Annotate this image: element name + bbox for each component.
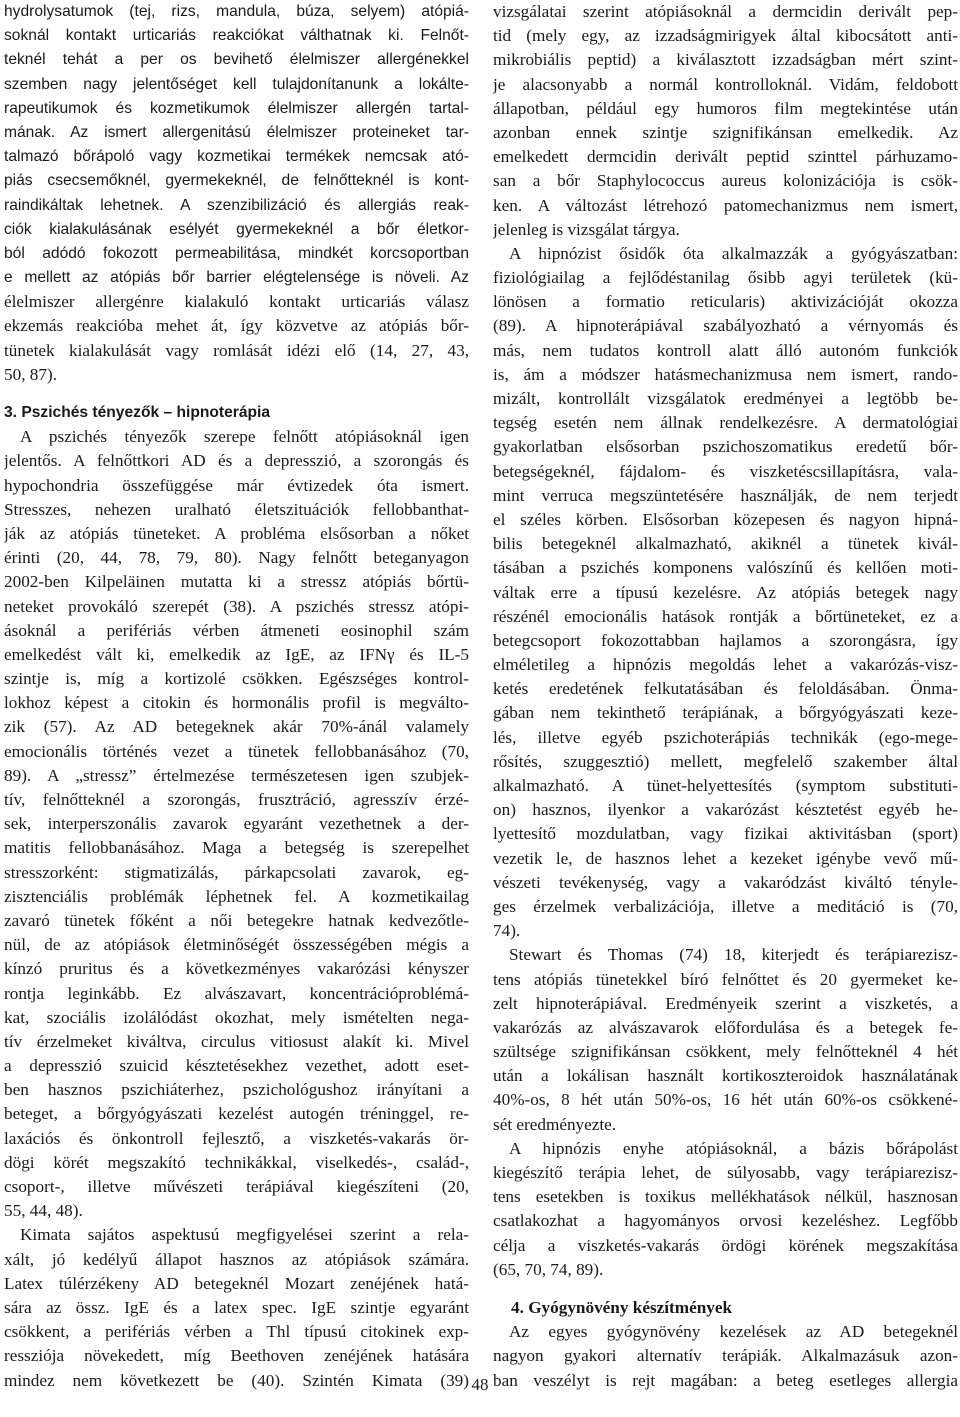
text-line: mikrobiális peptid) a kiválasztott izzadságban mért szint-: [493, 50, 958, 70]
text-line: vizsgálatai szerint atópiásoknál a dermcidin derivált pep-: [493, 2, 958, 21]
text-line: Kimata sajátos aspektusú megfigyelései szerint a rela-: [20, 1225, 469, 1245]
text-line: ban veszélyt is rejt magában: a beteg esetleges allergia: [493, 1370, 958, 1390]
text-line: je alacsonyabb a normál kontrolloknál. Vidám, feldobott: [493, 74, 958, 94]
text-line: raindikáltak lehetnek. A szenzibilizáció és allergiás reak-: [4, 196, 469, 214]
text-line: érinti (20, 44, 78, 79, 80). Nagy felnőtt beteganyagon: [4, 548, 469, 568]
text-line: betegségeknél, fájdalom- és viszketéscsillapításra, vala-: [493, 461, 958, 481]
section-heading: 3. Pszichés tényezők – hipnoterápia: [4, 404, 271, 421]
text-line: a depresszió szuicid késztetésekhez vezethet, adott eset-: [4, 1056, 469, 1076]
section-heading: 4. Gyógynövény készítmények: [511, 1297, 733, 1317]
text-line: betegcsoport fokozottabban hajlamos a szorongásra, így: [493, 630, 958, 650]
text-line: csökkent, a perifériás vérben a Thl típusú citokinek exp-: [4, 1322, 469, 1342]
text-line: lés, illetve egyéb pszichoterápiás technikák (ego-mege-: [493, 727, 958, 747]
text-line: Latex túlérzékeny AD betegeknél Mozart zenéjének hatá-: [4, 1273, 469, 1293]
text-line: zelt hipnoterápiával. Eredményeik szerint a viszketés, a: [493, 993, 958, 1013]
text-line: nagyon gyakori alternatív terápiák. Alkalmazásuk azon-: [493, 1346, 958, 1366]
section-gap: [4, 387, 469, 401]
text-line: gyakorlatban elsősorban pszichoszomatikus eredetű bőr-: [493, 437, 958, 457]
text-line: e mellett az atópiás bőr barrier elégtelensége is növeli. Az: [4, 269, 469, 287]
text-line: ben hasznos pszichiáterhez, pszichológushoz irányítani a: [4, 1080, 469, 1100]
text-line: hypochondria összefüggése már évtizedek óta ismert.: [4, 475, 469, 495]
text-line: fiziológiailag a fejlődéstanilag ősibb agyi területek (kü-: [493, 268, 958, 288]
text-line: ketés eredetének felkutatásában és feloldásában. Önma-: [493, 679, 958, 699]
text-line: tid (mely egy, az izzadságmirigyek által kibocsátott anti-: [493, 26, 958, 46]
text-line: tív, felnőtteknél a szorongás, frusztráció, agresszív érzé-: [4, 790, 469, 809]
left-column: [4, 0, 469, 1393]
text-line: zisztenciális problémák léphetnek fel. A kozmetikailag: [4, 886, 469, 906]
text-line: elméletileg a hipnózis megoldás lehet a vakarózás-visz-: [493, 655, 958, 675]
text-line: A hipnózist ősidők óta alkalmazzák a gyógyászatban:: [509, 243, 958, 263]
text-line: mindez nem következett be (40). Szintén Kimata (39): [4, 1370, 469, 1390]
text-line: mának. Az ismert allergenitású élelmiszer proteineket tar-: [4, 123, 469, 141]
text-line: (65, 70, 74, 89).: [493, 1259, 604, 1279]
text-line: laxációs és önkontroll fejlesztő, a viszketés-vakarás ör-: [4, 1128, 469, 1148]
text-line: élelmiszer allergénre kialakuló kontakt urticariás válasz: [4, 292, 469, 312]
text-line: nül, de az atópiások életminőségét összességében mégis a: [4, 935, 469, 955]
text-line: lönösen a formatio reticularis) aktivizációját okozza: [493, 292, 958, 312]
text-line: sét eredményezte.: [493, 1114, 617, 1134]
text-line: állapotban, például egy humoros film megtekintése után: [493, 98, 958, 118]
text-line: váltak erre a típusú kezelésre. Az atópiás betegek nagy: [493, 582, 958, 602]
text-line: xált, jó kedélyű állapot hasznos az atópiások számára.: [4, 1249, 469, 1269]
page-number: 48: [471, 1375, 489, 1394]
text-line: csoport-, illetve művészeti terápiával kiegészíteni (20,: [4, 1177, 469, 1196]
text-line: 74).: [493, 921, 521, 941]
text-line: szemben nagy jelentőséget kell tulajdonítanunk a lokálte-: [4, 75, 469, 93]
text-line: emelkedést vált ki, emelkedik az IgE, az IFNγ és IL-5: [4, 644, 469, 664]
text-line: (89). A hipnoterápiával szabályozható a vérnyomás és: [493, 316, 958, 336]
text-line: emelkedett dermcidin derivált peptid szinttel párhuzamo-: [493, 147, 958, 167]
text-line: A pszichés tényezők szerepe felnőtt atópiásoknál igen: [20, 427, 469, 447]
text-line: rapeutikumok és kozmetikumok élelmiszer allergén tartal-: [4, 99, 469, 117]
text-line: rontja leginkább. Ez alvászavart, koncentrációproblémá-: [4, 983, 469, 1003]
text-line: szintje is, míg a kortizolé csökken. Egészséges kontrol-: [4, 669, 469, 689]
text-line: beteget, a bőrgyógyászati kezelést autogén tréninggel, re-: [4, 1104, 469, 1124]
text-line: neteket provokáló szerepét (38). A pszichés stressz atópi-: [4, 596, 469, 616]
text-line: tens atópiás tünetekkel bíró felnőttet és 20 gyermeket ke-: [493, 969, 958, 989]
text-line: is, ám a módszer hatásmechanizmusa nem ismert, rando-: [493, 364, 958, 384]
text-line: zik (57). Az AD betegeknek akár 70%-ánál valamely: [4, 717, 469, 737]
text-line: jelentős. A felnőttkori AD és a depresszió, a szorongás és: [4, 451, 469, 471]
text-line: dögi körét megszakító technikákkal, viselkedés-, család-,: [4, 1152, 469, 1172]
text-line: talmazó bőrápoló vagy kozmetikai termékek nemcsak ató-: [4, 148, 469, 166]
text-line: más, nem tudatos kontroll alatt álló autonóm funkciók: [493, 340, 958, 360]
text-line: kínzó pruritus és a következményes vakarózási kényszer: [4, 959, 469, 979]
text-line: ásoknál a perifériás vérben átmeneti eosinophil szám: [4, 620, 469, 640]
text-line: tegség esetén nem állnak rendelkezésre. A dermatológiai: [493, 413, 958, 433]
text-line: A hipnózis enyhe atópiásoknál, a bázis bőrápolást: [509, 1138, 958, 1158]
text-line: tásában a pszichés komponens valószínű és kellően moti-: [493, 558, 958, 578]
text-line: szültsége szignifikánsan csökkent, mely felnőtteknél 4 hét: [493, 1042, 958, 1062]
text-line: után a lokálisan használt kortikoszteroidok használatának: [493, 1066, 958, 1086]
text-line: ressziója növekedett, míg Beethoven zenéjének hatására: [4, 1346, 469, 1366]
text-line: alkalmazható. A tünet-helyettesítés (symptom substituti-: [493, 776, 958, 795]
text-line: emocionális történés vezet a tünetek fellobbanásához (70,: [4, 741, 469, 761]
text-line: sek, interperszonális zavarok egyaránt vezethetnek a der-: [4, 814, 469, 834]
text-line: mint verruca megszüntetésére használják, de nem terjedt: [493, 485, 958, 505]
text-line: rősítés, szuggesztió) mellett, megfelelő szakember által: [493, 751, 958, 771]
text-line: Stresszes, nehezen uralható életszituációk fellobbanthat-: [4, 499, 469, 519]
text-line: gában nem tekinthető terápiának, a bőrgyógyászati keze-: [493, 703, 958, 723]
text-line: stresszorként: stigmatizálás, párkapcsolati zavarok, eg-: [4, 862, 469, 882]
text-line: tens esetekben is toxikus mellékhatások nélkül, hasznosan: [493, 1187, 958, 1207]
text-line: ekzemás reakcióba mehet át, így közvetve az atópiás bőr-: [4, 316, 469, 336]
text-line: zavaró tünetek főként a női betegekre hatnak kedvezőtle-: [4, 910, 469, 930]
text-line: célja a viszketés-vakarás ördögi körének megszakítása: [493, 1235, 958, 1255]
text-line: csatlakozhat a hagyományos orvosi kezeléshez. Legfőbb: [493, 1211, 958, 1231]
text-line: lyettesítő mozdulatban, vagy fizikai aktivitásban (sport): [493, 824, 958, 844]
text-line: kiegészítő terápia lehet, de súlyosabb, vagy terápiarezisz-: [493, 1163, 958, 1182]
text-line: mizált, kontrollált vizsgálatok eredményei a legtöbb be-: [493, 389, 958, 408]
text-line: sára az össz. IgE és a latex spec. IgE szintje egyaránt: [4, 1297, 469, 1317]
text-line: matitis fellobbanásához. Maga a betegség is szerepelhet: [4, 838, 469, 858]
text-line: bilis betegeknél alkalmazható, akiknél a tünetek kivál-: [493, 534, 958, 554]
text-line: soknál kontakt urticariás reakciókat válthatnak ki. Felnőt-: [4, 27, 469, 45]
text-line: ból adódó fokozott permeabilitása, mindkét korcsoportban: [4, 244, 469, 262]
text-line: vezetik le, de hasznos lehet a kezeket igénybe vevő mű-: [493, 848, 958, 868]
text-line: piás csecsemőknél, gyermekeknél, de felnőtteknél is kont-: [4, 172, 469, 190]
text-line: tív érzelmeket kiváltva, circulus vitiosust alakít ki. Mivel: [4, 1031, 469, 1051]
text-line: 40%-os, 8 hét után 50%-os, 16 hét után 60%-os csökkené-: [493, 1090, 958, 1110]
text-line: ciók kialakulásának esélyét gyermekeknél a bőr életkor-: [4, 220, 469, 238]
text-line: kat, szociális izolálódást okozhat, mely ismételten nega-: [4, 1007, 469, 1027]
text-line: san a bőr Staphylococcus aureus kolonizációja is csök-: [493, 171, 958, 191]
text-line: ges érzelmek verbalizációja, illetve a meditáció is (70,: [493, 896, 958, 916]
text-line: jelenleg is vizsgálat tárgya.: [493, 219, 680, 239]
text-line: 89). A „stressz” értelmezése természetesen igen szubjek-: [4, 765, 469, 785]
section-gap: [493, 1282, 958, 1296]
text-line: ken. A változást létrehozó patomechanizmus nem ismert,: [493, 195, 958, 215]
text-line: teknél tehát a per os bevihető élelmiszer allergénekkel: [4, 51, 469, 69]
text-line: vakarózás az alvászavarok előfordulása és a betegek fe-: [493, 1017, 958, 1037]
text-line: hydrolysatumok (tej, rizs, mandula, búza, selyem) atópiá-: [4, 3, 469, 20]
text-line: 2002-ben Kilpeläinen mutatta ki a stressz atópiás bőrtü-: [4, 572, 469, 592]
right-column: [493, 0, 958, 1393]
text-line: tünetek kialakulását vagy romlását idézi elő (14, 27, 43,: [4, 340, 469, 360]
text-line: azonban ennek szintje szignifikánsan emelkedik. Az: [493, 122, 958, 142]
text-line: részénél emocionális hatások rontják a bőrtüneteket, ez a: [493, 606, 958, 626]
text-line: 50, 87).: [4, 364, 57, 384]
text-line: lokhoz képest a citokin és hormonális profil is megválto-: [4, 693, 469, 713]
text-line: el széles körben. Elsősorban közepesen és nagyon hipná-: [493, 509, 958, 529]
text-line: 55, 44, 48).: [4, 1201, 83, 1221]
text-line: vészeti tevékenység, vagy a vakaródzást kiváltó tényle-: [493, 872, 958, 892]
text-line: Stewart és Thomas (74) 18, kiterjedt és terápiarezisz-: [509, 945, 958, 965]
text-line: ják az atópiás tüneteket. A probléma elsősorban a nőket: [4, 523, 469, 543]
text-line: on) hasznos, ilyenkor a vakarózást késztetést egyéb he-: [493, 800, 958, 820]
text-line: Az egyes gyógynövény kezelések az AD betegeknél: [509, 1322, 958, 1342]
